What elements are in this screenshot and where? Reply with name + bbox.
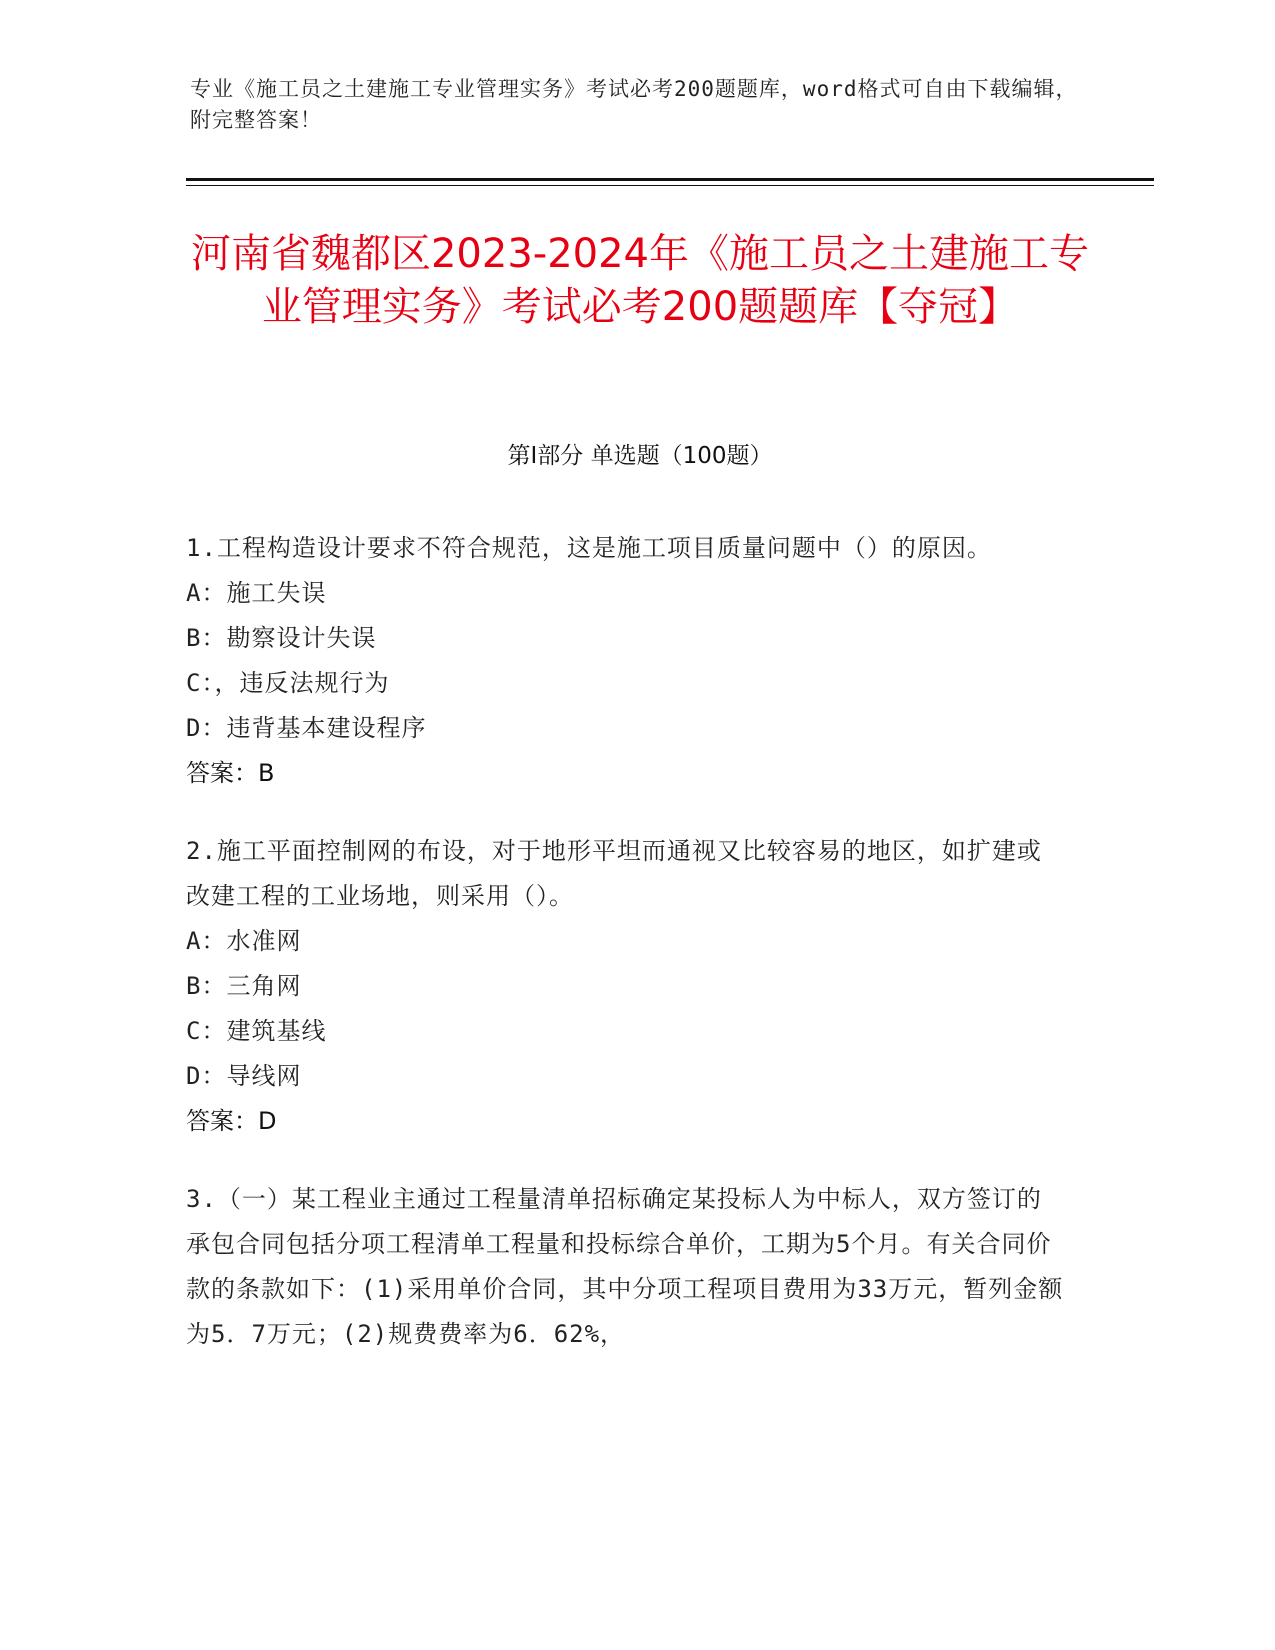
option-b: B：勘察设计失误 bbox=[186, 624, 377, 652]
question-stem: 1.工程构造设计要求不符合规范，这是施工项目质量问题中（）的原因。 bbox=[186, 534, 992, 562]
header-divider-thick bbox=[186, 178, 1154, 181]
option-a: A：水准网 bbox=[186, 927, 302, 955]
question-list bbox=[186, 526, 1066, 1390]
section-heading: 第I部分 单选题（100题） bbox=[507, 443, 773, 469]
option-a: A：施工失误 bbox=[186, 579, 327, 607]
question-2 bbox=[186, 829, 1066, 1144]
option-c: C：，违反法规行为 bbox=[186, 669, 390, 697]
document-title: 河南省魏都区2023-2024年《施工员之土建施工专业管理实务》考试必考200题题库【夺冠】 bbox=[190, 231, 1090, 330]
answer: 答案：D bbox=[186, 1107, 277, 1135]
option-c: C：建筑基线 bbox=[186, 1017, 327, 1045]
question-stem: 3.（一）某工程业主通过工程量清单招标确定某投标人为中标人，双方签订的承包合同包括分项工程清单工程量和投标综合单价，工期为5个月。有关合同价款的条款如下：(1)采用单价合同，其中分项工程项目费用为33万元，暂列金额为5．7万元；(2)规费费率为6．62%， bbox=[186, 1185, 1064, 1348]
question-3 bbox=[186, 1177, 1066, 1357]
question-1 bbox=[186, 526, 1066, 796]
header-note: 专业《施工员之土建施工专业管理实务》考试必考200题题库，word格式可自由下载编辑，附完整答案！ bbox=[190, 77, 1078, 132]
option-d: D：导线网 bbox=[186, 1062, 302, 1090]
question-stem: 2.施工平面控制网的布设，对于地形平坦而通视又比较容易的地区，如扩建或改建工程的工业场地，则采用（）。 bbox=[186, 837, 1042, 910]
header-divider-thin bbox=[186, 185, 1154, 186]
option-d: D：违背基本建设程序 bbox=[186, 714, 427, 742]
option-b: B：三角网 bbox=[186, 972, 302, 1000]
answer: 答案：B bbox=[186, 759, 275, 787]
